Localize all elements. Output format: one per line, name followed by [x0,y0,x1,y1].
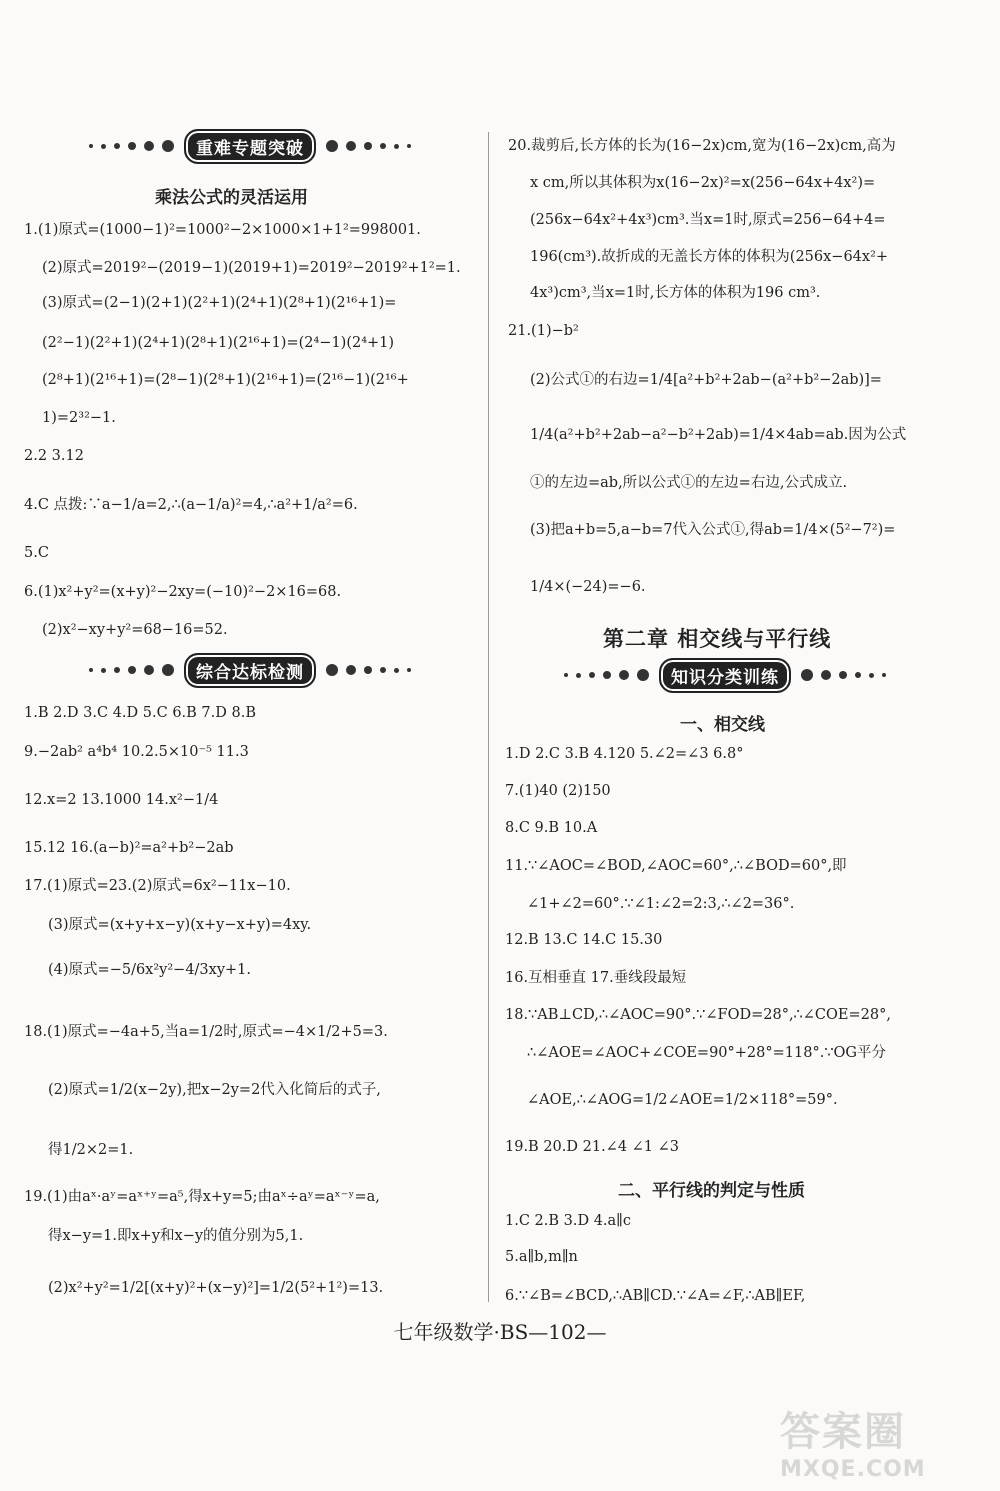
answer-line: 5.C [24,545,49,561]
answer-line: (2⁸+1)(2¹⁶+1)=(2⁸−1)(2⁸+1)(2¹⁶+1)=(2¹⁶−1)(2¹⁶+ [42,372,409,388]
answer-line: 196(cm³).故折成的无盖长方体的体积为(256x−64x²+ [530,249,889,265]
answer-line: 得x−y=1.即x+y和x−y的值分别为5,1. [48,1228,304,1244]
answer-line: (2)原式=2019²−(2019−1)(2019+1)=2019²−2019²+1²=1. [42,260,461,276]
section-subtitle: 乘法公式的灵活运用 [155,188,308,208]
answer-line: 1/4×(−24)=−6. [530,579,646,595]
answer-line: 9.−2ab² a⁴b⁴ 10.2.5×10⁻⁵ 11.3 [24,744,249,760]
answer-line: 6.(1)x²+y²=(x+y)²−2xy=(−10)²−2×16=68. [24,584,342,600]
answer-line: ∴∠AOE=∠AOC+∠COE=90°+28°=118°.∵OG平分 [527,1045,887,1061]
banner-knowledge-training [525,661,925,689]
banner-dots-left [89,664,174,676]
answer-line: 6.∵∠B=∠BCD,∴AB∥CD.∵∠A=∠F,∴AB∥EF, [505,1288,806,1304]
answer-line: 15.12 16.(a−b)²=a²+b²−2ab [24,840,234,856]
section-intersecting-lines: 一、相交线 [680,715,765,735]
answer-line: 19.(1)由aˣ·aʸ=aˣ⁺ʸ=a⁵,得x+y=5;由aˣ÷aʸ=aˣ⁻ʸ=a, [24,1189,380,1205]
answer-line: 1.D 2.C 3.B 4.120 5.∠2=∠3 6.8° [505,746,744,762]
answer-line: 1)=2³²−1. [42,410,116,426]
banner-label: 知识分类训练 [659,658,791,693]
chapter-title: 第二章 相交线与平行线 [603,627,832,651]
watermark-logo [780,1400,980,1480]
answer-line: (256x−64x²+4x³)cm³.当x=1时,原式=256−64+4= [530,212,886,228]
column-divider [488,132,489,1302]
answer-line: 17.(1)原式=23.(2)原式=6x²−11x−10. [24,878,291,894]
answer-line: 18.∵AB⊥CD,∴∠AOC=90°.∵∠FOD=28°,∴∠COE=28°, [505,1007,891,1023]
banner-dots-left [89,140,174,152]
watermark-url: MXQE.COM [780,1457,926,1482]
watermark-text: 答案圈 [780,1409,906,1455]
answer-line: 1.(1)原式=(1000−1)²=1000²−2×1000×1+1²=998001. [24,222,421,238]
banner-dots-left [564,669,649,681]
answer-line: 得1/2×2=1. [48,1142,134,1158]
banner-dots-right [326,664,411,676]
page-footer: 七年级数学·BS—102— [393,1320,607,1344]
answer-line: 4x³)cm³,当x=1时,长方体的体积为196 cm³. [530,285,821,301]
answer-line: 11.∵∠AOC=∠BOD,∠AOC=60°,∴∠BOD=60°,即 [505,858,847,874]
section-parallel-lines: 二、平行线的判定与性质 [618,1181,805,1201]
answer-line: ∠1+∠2=60°.∵∠1:∠2=2:3,∴∠2=36°. [527,896,795,912]
answer-line: 8.C 9.B 10.A [505,820,598,836]
answer-line: 1/4(a²+b²+2ab−a²−b²+2ab)=1/4×4ab=ab.因为公式 [530,427,907,443]
answer-line: (2)x²−xy+y²=68−16=52. [42,622,228,638]
answer-line: 2.2 3.12 [24,448,84,464]
answer-line: 12.x=2 13.1000 14.x²−1/4 [24,792,219,808]
answer-line: (4)原式=−5/6x²y²−4/3xy+1. [48,962,252,978]
answer-line: 19.B 20.D 21.∠4 ∠1 ∠3 [505,1139,680,1155]
answer-line: 20.裁剪后,长方体的长为(16−2x)cm,宽为(16−2x)cm,高为 [508,138,896,154]
banner-label: 重难专题突破 [184,129,316,164]
answer-line: (3)把a+b=5,a−b=7代入公式①,得ab=1/4×(5²−7²)= [530,522,896,538]
banner-key-topics [50,132,450,160]
answer-line: ①的左边=ab,所以公式①的左边=右边,公式成立. [530,475,848,491]
banner-dots-right [326,140,411,152]
answer-line: (3)原式=(2−1)(2+1)(2²+1)(2⁴+1)(2⁸+1)(2¹⁶+1)= [42,295,397,311]
answer-line: (2)公式①的右边=1/4[a²+b²+2ab−(a²+b²−2ab)]= [530,372,882,388]
banner-dots-right [801,669,886,681]
answer-line: (2)x²+y²=1/2[(x+y)²+(x−y)²]=1/2(5²+1²)=13. [48,1280,384,1296]
answer-line: 18.(1)原式=−4a+5,当a=1/2时,原式=−4×1/2+5=3. [24,1024,388,1040]
answer-line: 16.互相垂直 17.垂线段最短 [505,970,687,986]
answer-line: 1.C 2.B 3.D 4.a∥c [505,1213,632,1229]
answer-line: 21.(1)−b² [508,323,579,339]
banner-label: 综合达标检测 [184,653,316,688]
answer-line: (2²−1)(2²+1)(2⁴+1)(2⁸+1)(2¹⁶+1)=(2⁴−1)(2⁴+1) [42,335,395,351]
answer-line: ∠AOE,∴∠AOG=1/2∠AOE=1/2×118°=59°. [527,1092,838,1108]
answer-line: 1.B 2.D 3.C 4.D 5.C 6.B 7.D 8.B [24,705,256,721]
answer-line: (3)原式=(x+y+x−y)(x+y−x+y)=4xy. [48,917,312,933]
banner-comprehensive-test [50,656,450,684]
answer-line: x cm,所以其体积为x(16−2x)²=x(256−64x+4x²)= [530,175,876,191]
answer-line: 7.(1)40 (2)150 [505,783,611,799]
answer-line: 12.B 13.C 14.C 15.30 [505,932,663,948]
answer-line: (2)原式=1/2(x−2y),把x−2y=2代入化简后的式子, [48,1082,381,1098]
answer-line: 4.C 点拨:∵a−1/a=2,∴(a−1/a)²=4,∴a²+1/a²=6. [24,497,358,513]
answer-line: 5.a∥b,m∥n [505,1249,578,1265]
